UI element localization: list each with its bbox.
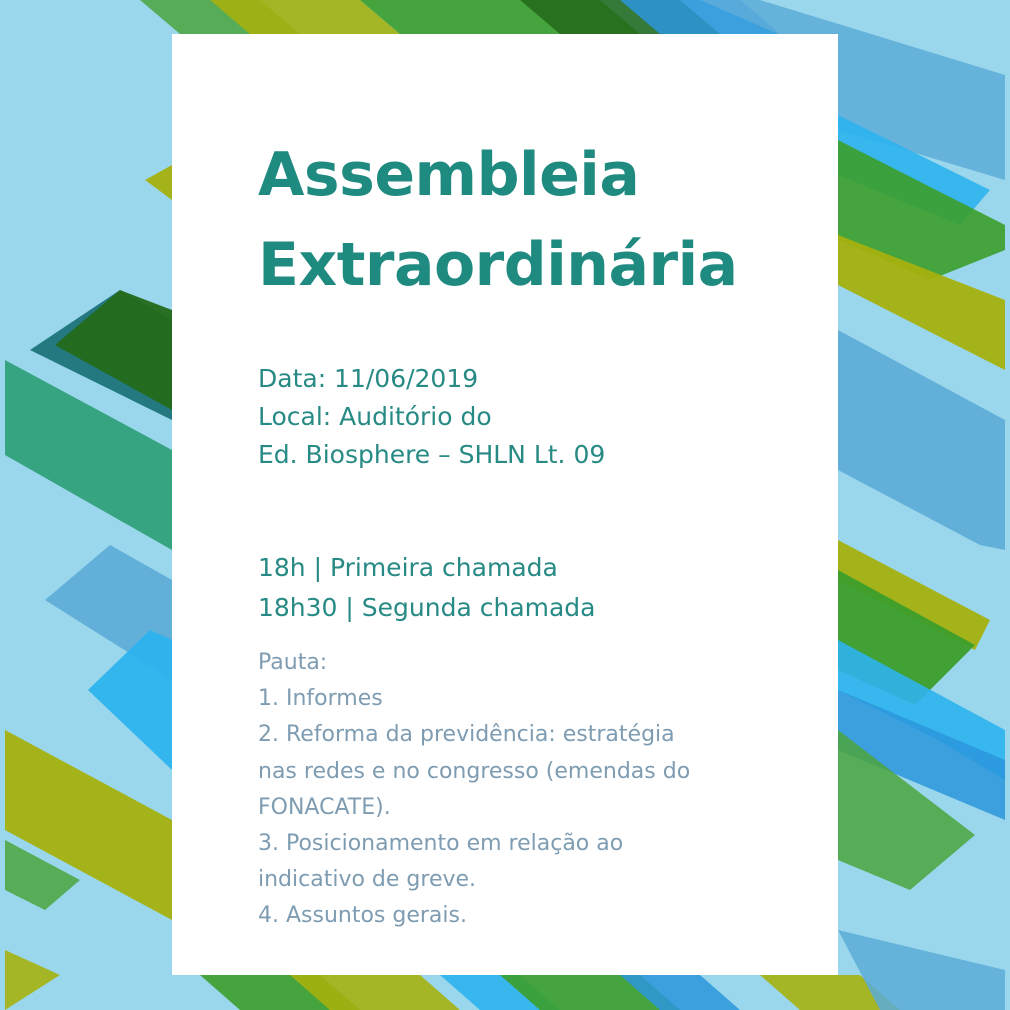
agenda <box>258 645 778 935</box>
event-location-line-1: Local: Auditório do <box>258 402 492 431</box>
agenda-heading: Pauta: <box>258 650 328 675</box>
event-title <box>258 130 738 310</box>
stripe <box>55 290 172 410</box>
title-line-1: Assembleia <box>258 140 640 210</box>
stripe <box>88 630 172 770</box>
stripe <box>5 950 60 1010</box>
first-call-time: 18h | Primeira chamada <box>258 553 558 582</box>
event-date: Data: 11/06/2019 <box>258 364 479 393</box>
agenda-line: 2. Reforma da previdência: estratégia <box>258 722 675 748</box>
title-line-2: Extraordinária <box>258 230 738 300</box>
agenda-line: 4. Assuntos gerais. <box>258 903 467 929</box>
second-call-time: 18h30 | Segunda chamada <box>258 593 596 622</box>
agenda-line: 1. Informes <box>258 686 383 712</box>
stripe <box>145 165 172 200</box>
content-card <box>172 34 838 975</box>
event-info <box>258 360 605 474</box>
event-location-line-2: Ed. Biosphere – SHLN Lt. 09 <box>258 440 606 469</box>
agenda-line: FONACATE). <box>258 794 391 820</box>
agenda-line: nas redes e no congresso (emendas do <box>258 758 691 784</box>
agenda-line: indicativo de greve. <box>258 867 477 893</box>
agenda-line: 3. Posicionamento em relação ao <box>258 831 624 857</box>
call-times <box>258 548 596 628</box>
stripe <box>838 330 1005 550</box>
